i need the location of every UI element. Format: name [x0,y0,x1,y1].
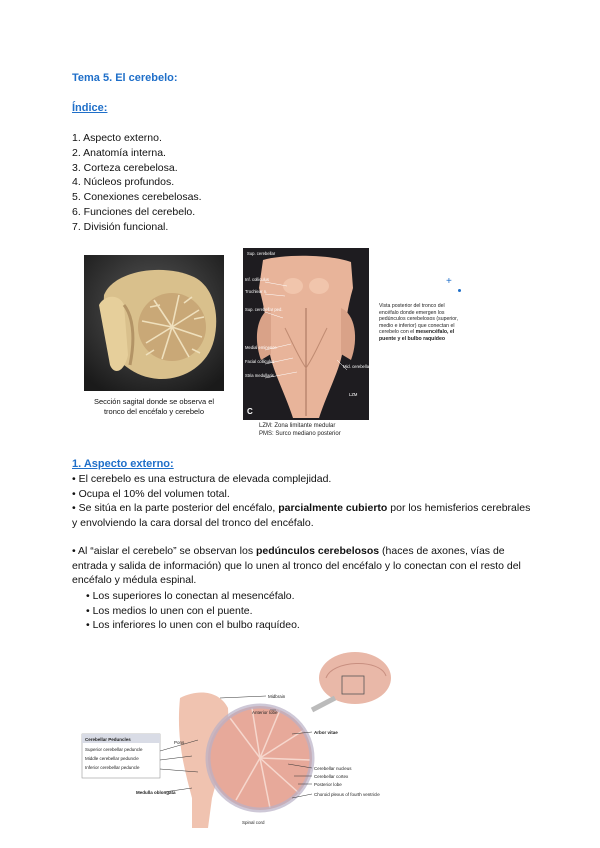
fig2-label: Trochlear n. [245,289,268,294]
fig2-top-label: Sup. cerebellar [247,251,276,256]
fig3-label: Choroid plexus of fourth ventricle [314,792,380,797]
index-list [72,131,202,235]
sub-item: • Los superiores lo conectan al mesencéfalo. [86,590,295,602]
fig2-label: Stria medullaris [245,373,274,378]
fig3-box-title: Cerebellar Peduncles [85,737,131,742]
fig2-label: Mid. cerebellar ped. [343,364,380,369]
bullet-text: • Se sitúa en la parte posterior del encéfalo, [72,502,279,515]
bullet-text: • El cerebelo es una estructura de elevada complejidad. [72,473,332,485]
index-item: 6. Funciones del cerebelo. [72,205,196,218]
bullet-bold: parcialmente cubierto [278,502,388,515]
index-item: 1. Aspecto externo. [72,132,162,144]
fig3-label: Spinal cord [242,820,265,825]
fig3-box-item: Middle cerebellar peduncle [85,756,139,761]
fig2-label: Facial colliculus [245,359,275,364]
section-1-heading: 1. Aspecto externo: [72,458,174,470]
figure-2-caption [259,423,341,438]
fig3-label: Midbrain [268,694,286,699]
fig2-label: Inf. colliculus [245,277,269,282]
index-heading: Índice: [72,102,108,114]
brainstem-posterior-photo [243,248,380,420]
bullet-text: • Ocupa el 10% del volumen total. [72,487,230,500]
paragraph-text: • Al “aislar el cerebelo” se observan los [72,545,257,557]
side-caption-text: Vista posterior del tronco del encéfalo donde emergen los pedúnculos cerebelosos (superior, medio e inferior) que conectan el cerebelo con el [379,303,459,336]
cursor-cross-icon: + [446,276,452,287]
index-item: 3. Corteza cerebelosa. [72,161,178,174]
index-item: 4. Núcleos profundos. [72,176,175,189]
index-item: 5. Conexiones cerebelosas. [72,191,202,204]
paragraph-bold: pedúnculos cerebelosos [256,545,380,557]
sagittal-section-photo [84,255,224,391]
sub-item: • Los medios lo unen con el puente. [86,604,253,617]
figure-2-caption-line: PMS: Surco mediano posterior [259,430,341,437]
fig2-panel-letter: C [247,407,253,416]
inset-brain-icon [319,652,391,704]
fig3-label: Medulla oblongata [136,790,176,795]
fig3-box-item: Superior cerebellar peduncle [85,747,143,752]
fig2-label: LZM [349,392,358,397]
fig3-label: Arbor vitae [314,730,338,735]
fig3-box-item: Inferior cerebellar peduncle [85,765,140,770]
fig3-label: Cerebellar nucleus [314,766,352,771]
fig3-label: Posterior lobe [314,782,342,787]
fig3-label: Anterior lobe [252,710,278,715]
fig2-label: Sup. cerebellar ped. [245,307,283,312]
fig2-label: Medial eminence [245,345,277,350]
fig3-label: Pons [174,740,185,745]
page-title: Tema 5. El cerebelo: [72,72,178,84]
index-item: 7. División funcional. [72,220,169,233]
section-1-peduncles-paragraph [72,544,532,588]
section-1-bullets [72,472,532,530]
cerebellum-illustration [80,648,460,828]
peduncles-sublist [86,589,300,633]
side-caption-bold: mesencéfalo, el puente y el bulbo raquídeo [379,329,455,342]
figure-2-side-caption [379,303,465,343]
figure-2-caption-line: LZM: Zona limitante medular [259,423,336,429]
paragraph-text: (haces de axones, vías de entrada y salida de información) que lo unen al tronco del encéfalo y lo conectan con el resto del encéfalo y médula espinal. [72,545,521,587]
sub-item: • Los inferiores lo unen con el bulbo raquídeo. [86,619,300,632]
figure-1-caption: Sección sagital donde se observa el tronco del encéfalo y cerebelo [93,397,215,416]
marker-dot-icon [458,289,461,292]
bullet-text: por los hemisferios cerebrales y envolviendo la cara dorsal del tronco del encéfalo. [72,502,531,529]
index-item: 2. Anatomía interna. [72,146,166,159]
fig3-label: Cerebellar cortex [314,774,349,779]
